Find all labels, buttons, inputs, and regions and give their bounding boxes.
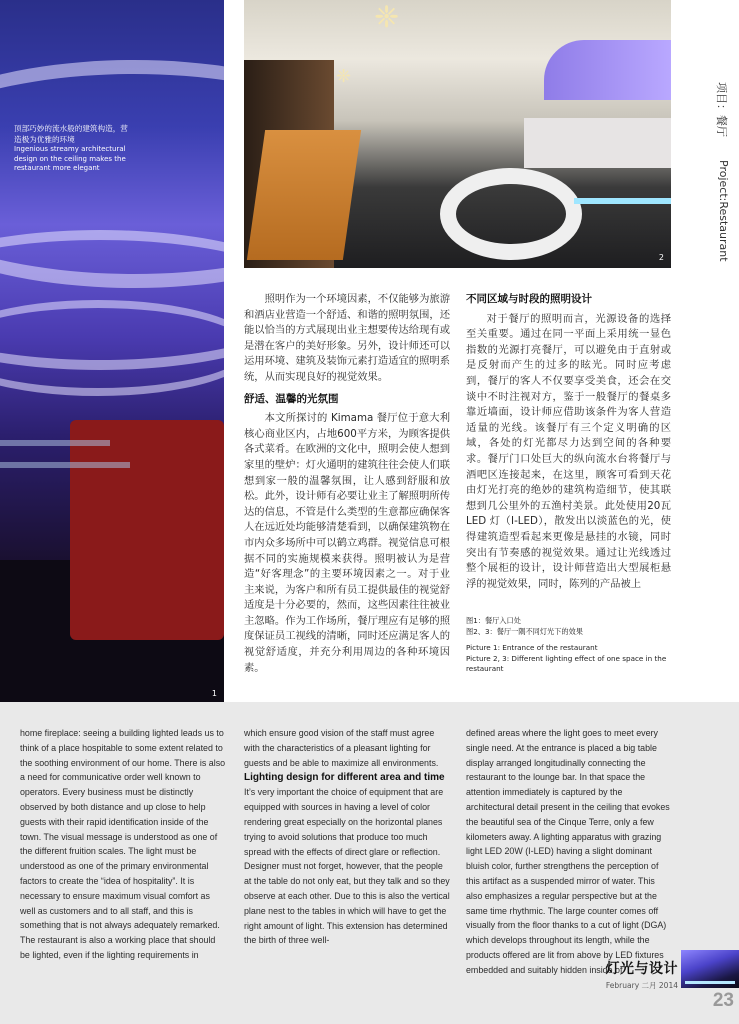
en-paragraph: which ensure good vision of the staff must agree with the characteristics of a pleasant lighting for guests and be able to maximize all environments.: [244, 728, 439, 768]
en-column-3: [466, 726, 672, 978]
en-paragraph: home fireplace: seeing a building lighted leads us to think of a place hospitable to some extent related to the soothing environment of our home. There is also a need for communicative order well known to operators. Every business must be distinctly observed by both distance and up close to help guests with their rapid identification inside of the town. The visual message is understood as one of the different fruition scales. The light must be understood as one of the primary environmental factors to create the “idea of hospitality”. It is necessary to ensure maximum visual comfort as well as customers and to all staff, and this is something that is not always adequately remarked. The restaurant is also a working place that should be lighted, even if the lighting requirements in: [20, 728, 226, 960]
photo1-caption: [14, 124, 132, 174]
white-sofa: [440, 168, 582, 260]
en-column-1: [20, 726, 226, 963]
issue-date: February 二月 2014: [605, 981, 678, 990]
brand-logo: 灯光与设计: [605, 961, 678, 977]
thumbnail-image: [681, 950, 739, 988]
cn-column-left: [244, 292, 450, 676]
en-heading: Lighting design for different area and time: [244, 772, 445, 784]
en-paragraph: defined areas where the light goes to meet every single need. At the entrance is placed a big table display arranged longitudinally connecting the restaurant to the lounge bar. In that space the attention immediately is captured by the architectural detail present in the ceiling that evokes the beautiful sea of the Cinque Terre, only a few kilometers away. A lighting apparatus with grazing light LED 20W (I-LED) having a slight dominant bluish color, further strengthens the perception of this artifact as a suspended mirror of water. This also emphasizes a regular perspective but at the same time rhythmic. The large counter comes off visually from the floor thanks to a cut of light (DGA) which develops throughout its length, while the products offered are lit from above by LED fixtures embedded and suitably hidden inside of: [466, 728, 670, 975]
photo-restaurant-entrance: [0, 0, 224, 702]
cn-column-right: [466, 292, 671, 592]
dining-counter: [247, 130, 361, 260]
cn-heading: 舒适、温馨的光氛围: [244, 392, 339, 405]
photo1-caption-cn: 顶部巧妙的流水般的建筑构造，营造极为优雅的环境: [14, 124, 128, 144]
en-paragraph: It’s very important the choice of equipment that are equipped with sources in having a level of color rendering great especially on the horizontal planes trying to avoid solutions that produce too much spread with the effects of direct glare or reflection. Designer must not forget, however, that the people at the table do not only eat, but they talk and so they observe at each other. Due to this is also the vertical plane nest to the tables in which will have to get the right amount of light. This extension has determined the birth of three well-: [244, 787, 450, 946]
led-strip: [574, 198, 671, 204]
fig-caption-en: Picture 1: Entrance of the restaurant: [466, 643, 598, 652]
bar-counter: [524, 118, 671, 168]
chandelier-icon: ❈: [374, 0, 400, 35]
fig-caption-en: Picture 2, 3: Different lighting effect of one space in the restaurant: [466, 653, 667, 673]
page-number: 23: [712, 990, 734, 1011]
fig-caption-cn: 图1：餐厅入口处: [466, 616, 521, 625]
ceiling-wave: [0, 300, 224, 396]
glass-table: [0, 462, 130, 468]
photo2-number: 2: [658, 253, 664, 262]
red-sofa: [70, 420, 224, 640]
section-label: [712, 82, 730, 282]
photo1-number: 1: [211, 689, 217, 698]
section-label-cn: 项目：餐厅: [715, 82, 728, 137]
figure-captions: [466, 616, 671, 675]
cn-paragraph: 照明作为一个环境因素，不仅能够为旅游和酒店业营造一个舒适、和谐的照明氛围，还能以恰当的方式展现出业主想要传达给现有或是潜在客户的美好形象。另外，设计师还可以运用环境、建筑及装饰元素打造适宜的照明系统，从而实现良好的视觉效果。: [244, 293, 450, 383]
photo-restaurant-interior: [244, 0, 671, 268]
cn-heading: 不同区域与时段的照明设计: [466, 293, 592, 305]
magazine-brand: [588, 958, 678, 991]
fig-caption-cn: 图2、3：餐厅一隅不同灯光下的效果: [466, 626, 583, 636]
cn-paragraph: 本文所探讨的 Kimama 餐厅位于意大利核心商业区内，占地600平方米，为顾客提供各式菜肴。在欧洲的文化中，照明会使人想到家里的壁炉：灯火通明的建筑往往会使人们联想到家一般的温馨氛围，让人感到舒服和放松。此外，设计师有必要让业主了解照明所传达的信息，不管是什么类型的生意都应确保客人在远近处均能够清楚看到，以确保建筑物在市内众多场所中可以鹤立鸡群。视觉信息可根据不同的实施规模来获得。照明被认为是营造“好客理念”的主要环境因素之一。对于业主来说，为客户和所有员工提供最佳的视觉舒适度是十分必要的，然而，这些因素往往被业主忽略。作为工作场所，餐厅理应有足够的照度保证员工视线的清晰，同时还应满足客人的视觉舒适度，并充分利用周边的各种环境因素。: [244, 412, 450, 674]
photo1-caption-en: Ingenious streamy architectural design on the ceiling makes the restaurant more elegant: [14, 145, 126, 172]
en-column-2: [244, 726, 450, 948]
section-label-en: Project:Restaurant: [717, 160, 730, 262]
chandelier-icon: ❈: [336, 66, 352, 87]
cn-paragraph: 对于餐厅的照明而言，光源设备的选择至关重要。通过在同一平面上采用统一显色指数的光源打亮餐厅，可以避免由于直射或是反射而产生的过多的眩光。同时应考虑到，餐厅的客人不仅要享受美食，还会在交谈中不时注视对方，鉴于一般餐厅的餐桌多靠近墙面，设计师应借助该条件为客人营造适量的光线。该餐厅有三个定义明确的区域，各处的灯光都尽力达到空间的各种要求。餐厅门口处巨大的纵向流水台将餐厅与酒吧区连接起来，在这里，顾客可看到天花由灯光打亮的绝妙的建筑构造细节，使其联想到几公里外的五渔村美景。此处使用20瓦 LED 灯（I-LED），散发出以淡蓝色的光，使得建筑造型看起来更像是悬挂的水镜，同时突出有节奏感的视觉效果。通过让光线透过整个展柜的设计，设计师营造出大型展柜悬浮的视觉效果，同时，陈列的产品被上: [466, 312, 671, 590]
purple-ceiling: [544, 40, 671, 100]
glass-table: [0, 440, 110, 446]
